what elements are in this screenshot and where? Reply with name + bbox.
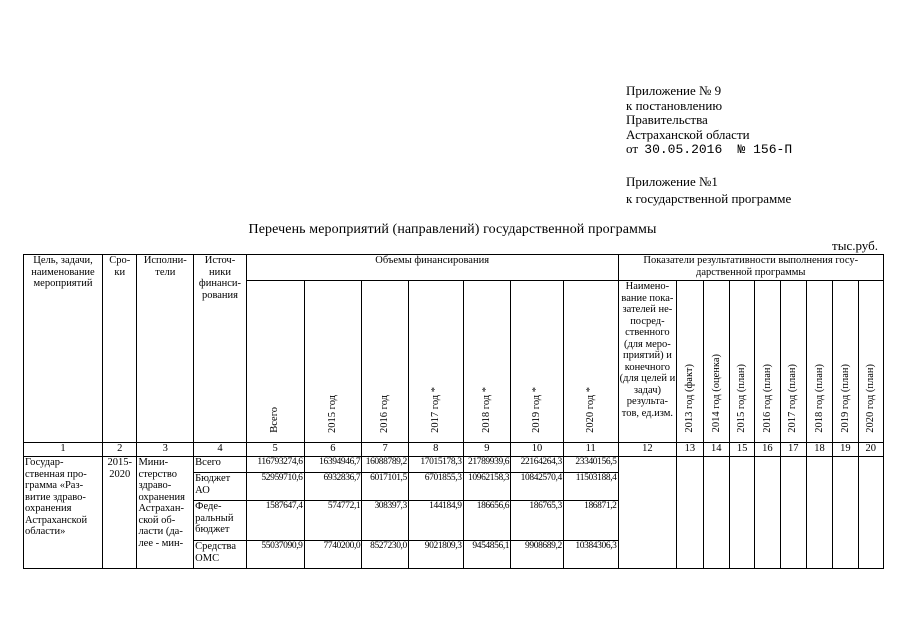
header-indicators: Показатели результативности выполнения госу-дарственной программы bbox=[618, 255, 883, 281]
fund-col-2019: 2019 год * bbox=[511, 281, 564, 443]
header-line: к постановлению bbox=[626, 97, 723, 113]
header-goal: Цель, задачи, наименование мероприятий bbox=[24, 255, 103, 443]
value-cell: 10384306,3 bbox=[563, 541, 618, 569]
indicator-cell bbox=[703, 457, 729, 569]
col-number: 7 bbox=[362, 443, 409, 457]
value-cell: 6017101,5 bbox=[362, 473, 409, 501]
value-cell: 144184,9 bbox=[408, 501, 463, 541]
fund-col-2018: 2018 год * bbox=[463, 281, 511, 443]
col-number: 19 bbox=[833, 443, 858, 457]
col-number: 17 bbox=[780, 443, 806, 457]
fund-col-2015: 2015 год bbox=[304, 281, 362, 443]
col-number: 13 bbox=[677, 443, 703, 457]
header-date-line bbox=[626, 142, 792, 158]
ind-col-2016: 2016 год (план) bbox=[755, 281, 780, 443]
decree-date: 30.05.2016 bbox=[644, 142, 723, 157]
column-numbers-row bbox=[24, 443, 884, 457]
value-cell: 16088789,2 bbox=[362, 457, 409, 473]
indicator-cell bbox=[729, 457, 754, 569]
col-number: 11 bbox=[563, 443, 618, 457]
indicator-cell bbox=[858, 457, 883, 569]
value-cell: 7740200,0 bbox=[304, 541, 362, 569]
ind-col-2018: 2018 год (план) bbox=[806, 281, 832, 443]
header-term: Сро-ки bbox=[103, 255, 137, 443]
col-number: 10 bbox=[511, 443, 564, 457]
source-name: Средства ОМС bbox=[194, 541, 247, 569]
indicator-cell bbox=[618, 457, 677, 569]
col-number: 8 bbox=[408, 443, 463, 457]
value-cell: 55037090,9 bbox=[246, 541, 304, 569]
source-name: Феде-ральный бюджет bbox=[194, 501, 247, 541]
ind-col-2020: 2020 год (план) bbox=[858, 281, 883, 443]
value-cell: 6701855,3 bbox=[408, 473, 463, 501]
value-cell: 22164264,3 bbox=[511, 457, 564, 473]
appendix-header bbox=[626, 84, 792, 158]
value-cell: 9021809,3 bbox=[408, 541, 463, 569]
indicator-cell bbox=[806, 457, 832, 569]
ind-col-2013: 2013 год (факт) bbox=[677, 281, 703, 443]
col-number: 2 bbox=[103, 443, 137, 457]
value-cell: 17015178,3 bbox=[408, 457, 463, 473]
fund-col-2020: 2020 год * bbox=[563, 281, 618, 443]
col-number: 4 bbox=[194, 443, 247, 457]
term-cell: 2015-2020 bbox=[103, 457, 137, 569]
ind-col-2015: 2015 год (план) bbox=[729, 281, 754, 443]
col-number: 5 bbox=[246, 443, 304, 457]
value-cell: 1587647,4 bbox=[246, 501, 304, 541]
unit-label: тыс.руб. bbox=[832, 238, 878, 253]
source-name: Бюджет АО bbox=[194, 473, 247, 501]
indicator-cell bbox=[677, 457, 703, 569]
value-cell: 574772,1 bbox=[304, 501, 362, 541]
executor-cell: Мини-стерство здраво-охранения Астрахан-ской об-ласти (да-лее - мин- bbox=[137, 457, 194, 569]
value-cell: 21789939,6 bbox=[463, 457, 511, 473]
fund-col-total: Всего bbox=[246, 281, 304, 443]
col-number: 1 bbox=[24, 443, 103, 457]
ind-col-2017: 2017 год (план) bbox=[780, 281, 806, 443]
col-number: 16 bbox=[755, 443, 780, 457]
ind-col-2019: 2019 год (план) bbox=[833, 281, 858, 443]
page-title: Перечень мероприятий (направлений) государственной программы bbox=[248, 222, 657, 237]
ind-col-2014: 2014 год (оценка) bbox=[703, 281, 729, 443]
fund-col-2016: 2016 год bbox=[362, 281, 409, 443]
header-funding: Объемы финансирования bbox=[246, 255, 618, 281]
table-row bbox=[24, 457, 884, 473]
header-line: Астраханской области bbox=[626, 126, 750, 142]
source-name: Всего bbox=[194, 457, 247, 473]
indicator-cell bbox=[780, 457, 806, 569]
value-cell: 11503188,4 bbox=[563, 473, 618, 501]
date-prefix: от bbox=[626, 141, 639, 156]
col-number: 12 bbox=[618, 443, 677, 457]
col-number: 14 bbox=[703, 443, 729, 457]
value-cell: 6932836,7 bbox=[304, 473, 362, 501]
indicator-cell bbox=[833, 457, 858, 569]
appendix-line: Приложение №1 bbox=[626, 174, 718, 189]
indicator-name-header: Наимено-вание пока-зателей не-посред-ственного (для меро-приятий) и конечного (для целей и задач) результа-тов, ед.изм. bbox=[618, 281, 677, 443]
value-cell: 10962158,3 bbox=[463, 473, 511, 501]
value-cell: 23340156,5 bbox=[563, 457, 618, 473]
col-number: 15 bbox=[729, 443, 754, 457]
value-cell: 9454856,1 bbox=[463, 541, 511, 569]
value-cell: 9908689,2 bbox=[511, 541, 564, 569]
header-executors: Исполни-тели bbox=[137, 255, 194, 443]
program-appendix bbox=[626, 175, 791, 206]
col-number: 3 bbox=[137, 443, 194, 457]
value-cell: 16394946,7 bbox=[304, 457, 362, 473]
header-line: Приложение № 9 bbox=[626, 83, 722, 98]
measures-table bbox=[23, 254, 884, 569]
value-cell: 52959710,6 bbox=[246, 473, 304, 501]
fund-col-2017: 2017 год * bbox=[408, 281, 463, 443]
indicator-cell bbox=[755, 457, 780, 569]
decree-number: № 156-П bbox=[737, 142, 793, 157]
value-cell: 186656,6 bbox=[463, 501, 511, 541]
col-number: 18 bbox=[806, 443, 832, 457]
col-number: 20 bbox=[858, 443, 883, 457]
value-cell: 186765,3 bbox=[511, 501, 564, 541]
value-cell: 116793274,6 bbox=[246, 457, 304, 473]
value-cell: 8527230,0 bbox=[362, 541, 409, 569]
col-number: 6 bbox=[304, 443, 362, 457]
value-cell: 186871,2 bbox=[563, 501, 618, 541]
appendix-line: к государственной программе bbox=[626, 190, 792, 206]
goal-cell: Государ-ственная про-грамма «Раз-витие здраво-охранения Астраханской области» bbox=[24, 457, 103, 569]
col-number: 9 bbox=[463, 443, 511, 457]
value-cell: 308397,3 bbox=[362, 501, 409, 541]
header-source: Источ-ники финанси-рования bbox=[194, 255, 247, 443]
value-cell: 10842570,4 bbox=[511, 473, 564, 501]
header-line: Правительства bbox=[626, 112, 708, 127]
